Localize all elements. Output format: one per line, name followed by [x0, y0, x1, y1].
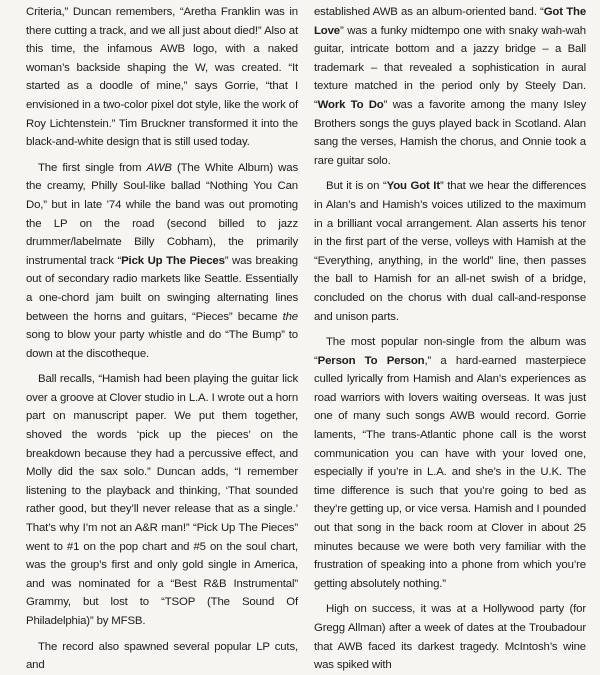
song-title: Person To Person: [317, 354, 425, 367]
paragraph: [314, 333, 586, 593]
text-run: ” that we hear the differences in Alan’s and Hamish’s voices utilized to the maximum in a brilliant vocal arrangement. Alan asserts his tenor in the first part of the verse, volleys with Hamish at the “Everything, anything, in the world” line, then passes the ball to Hamish for an all-net swish of a bridge, concluded on the chorus with dual call-and-response and unison parts.: [314, 180, 586, 323]
paragraph: [314, 600, 586, 674]
paragraph: [314, 177, 586, 326]
text-run: ” was breaking out of secondary radio markets like Seattle. Essentially a one-chord jam built on swinging alternating lines between the horns and guitars, “Pieces” became: [26, 254, 298, 323]
paragraph: [26, 370, 298, 630]
text-run: Ball recalls, “Hamish had been playing the guitar lick over a groove at Clover studio in L.A. I wrote out a horn part on manuscript paper. We put them together, shoved the words ‘pick up the pieces’ on the breakdown because they had a percussive effect, and Molly did the sax solo.” Duncan adds, “I remember listening to the playback and thinking, ‘That sounded rather good, but they’ll never release that as a single.’ That’s why I’m not an A&R man!” “Pick Up The Pieces” went to #1 on the pop chart and #5 on the soul chart, was the group’s first and only gold single in America, and was nominated for a “Best R&B Instrumental” Grammy, but lost to “TSOP (The Sound Of Philadelphia)” by MFSB.: [26, 373, 298, 627]
text-run: The most popular non-single from the album was “: [314, 336, 586, 367]
song-title: You Got It: [386, 180, 440, 193]
song-title: Pick Up The Pieces: [121, 254, 225, 267]
text-run: ” was a funky midtempo one with snaky wah-wah guitar, intricate bottom and a jazzy bridge – a Ball trademark – that revealed a sophistication in aural texture matched in the period only by Steely Dan. “: [314, 24, 586, 111]
paragraph: [314, 3, 586, 170]
text-run: song to blow your party whistle and do “The Bump” to down at the discotheque.: [26, 329, 298, 360]
text-run: High on success, it was at a Hollywood party (for Gregg Allman) after a week of dates at the Troubadour that AWB faced its darkest tragedy. McIntosh’s wine was spiked with: [314, 603, 586, 672]
paragraph: [26, 3, 298, 152]
text-run: established AWB as an album-oriented band. “: [314, 6, 544, 18]
paragraph: [26, 159, 298, 364]
song-title: Got The Love: [314, 6, 586, 37]
text-run: Criteria,” Duncan remembers, “Aretha Franklin was in there cutting a track, and we all just about died!” Also at this time, the infamous AWB logo, with a naked woman’s backside shaping the W, was created. “It started as a doodle of mine,” says Gorrie, “that I envisioned in a two-color pixel dot style, like the work of Roy Lichtenstein.” Tim Bruckner transformed it into the black-and-white design that is still used today.: [26, 6, 298, 149]
text-run: But it is on “: [326, 180, 387, 193]
text-run: The first single from: [38, 161, 147, 174]
left-column: [26, 3, 298, 672]
text-run: (The White Album) was the creamy, Philly Soul-like ballad “Nothing You Can Do,” but in late ’74 while the band was out promoting the LP on the road (second billed to jazz drummer/labelmate Billy Cobham), the primarily instrumental track “: [26, 161, 298, 267]
song-title: Work To Do: [317, 98, 384, 111]
text-run: ” was a favorite among the many Isley Brothers songs the guys played back in Scotland. Alan sang the verses, Hamish the chorus, and Onnie took a rare guitar solo.: [314, 98, 587, 167]
emphasis: AWB: [146, 161, 172, 174]
text-run: ,” a hard-earned masterpiece culled lyrically from Hamish and Alan’s experiences as road warriors with lovers waiting overseas. It was just one of many such songs AWB would record. Gorrie laments, “The trans-Atlantic phone call is the worst communication you can have with your loved one, especially if you’re in L.A. and she’s in the U.K. The time difference is such that you’re going to bed as they’re getting up, or vice versa. Hamish and I pounded out that song in the back room at Clover in about 25 minutes because we were both very familiar with the frustration of speaking into a phone from which you’re getting absolutely nothing.”: [314, 354, 586, 590]
right-column: [314, 3, 587, 672]
text-run: The record also spawned several popular LP cuts, and: [26, 640, 298, 672]
emphasis: the: [282, 310, 298, 323]
paragraph: [26, 638, 298, 675]
